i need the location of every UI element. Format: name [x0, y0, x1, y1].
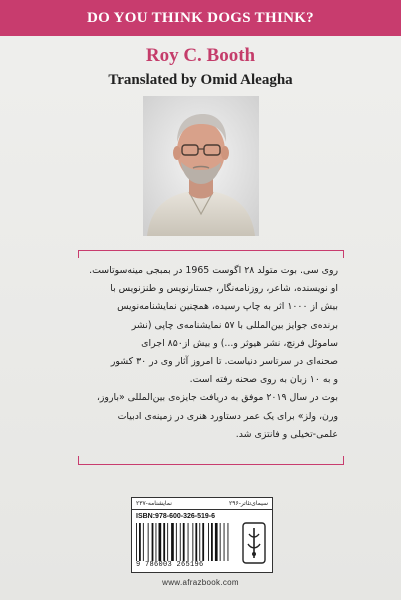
- bio-frame-bottom-rule: [78, 464, 344, 465]
- bio-line: و به ۱۰ زبان به روی صحنه رفته است.: [189, 374, 338, 386]
- bio-line: صحنه‌ای در سرتاسر دنیاست. تا امروز آثار وی در ۳۰ کشور: [110, 356, 338, 368]
- author-biography: [84, 262, 338, 444]
- bio-frame-right-bottom: [343, 456, 344, 465]
- series-label: سیمای‌تئاتر-۲۹۶: [229, 500, 268, 507]
- bio-line: بوت در سال ۲۰۱۹ موفق به دریافت جایزه‌ی بین‌المللی «باروز،: [96, 392, 338, 404]
- barcode-number: 9 786003 265196: [136, 561, 204, 569]
- barcode-icon: [136, 523, 236, 561]
- bio-frame-left-bottom: [78, 456, 79, 465]
- publisher-logo-icon: [242, 522, 266, 564]
- series-title: DO YOU THINK DOGS THINK?: [87, 9, 314, 26]
- bio-line: برنده‌ی جوایز بین‌المللی با ۵۷ نمایشنامه‌ی چاپی (نشر: [131, 319, 338, 331]
- bio-frame-left-top: [78, 250, 79, 258]
- bio-frame-top-rule: [78, 250, 344, 251]
- author-name: Roy C. Booth: [145, 45, 256, 66]
- series-title-banner: [0, 0, 401, 36]
- bio-line: ساموئل فرنچ، نشر هیوثر و...) و بیش از۸۵۰ اجرای: [141, 337, 338, 349]
- isbn-text: ISBN:978-600-326-519-6: [136, 513, 215, 520]
- translator-credit: Translated by Omid Aleagha: [108, 72, 293, 88]
- publisher-website: www.afrazbook.com: [162, 578, 239, 587]
- barcode-block: [131, 497, 273, 573]
- play-label: نمایشنامه-۲۳۷: [136, 500, 172, 507]
- bio-line: ورن، ولز» برای یک عمر دستاورد هنری در زمینه‌ی ادبیات: [117, 410, 338, 422]
- bio-line: بیش از ۱۰۰۰ اثر به چاپ رسیده، همچنین نمایشنامه‌نویس: [117, 301, 338, 313]
- bio-frame-right-top: [343, 250, 344, 258]
- bio-line: او نویسنده، شاعر، روزنامه‌نگار، جستارنویس و طنزنویس با: [110, 283, 338, 295]
- bio-line: روی سی. بوت متولد ۲۸ اگوست 1965 در بمبجی مینه‌سوتاست.: [89, 265, 338, 276]
- author-photo: [143, 96, 259, 236]
- bio-line: علمی-تخیلی و فانتزی شد.: [235, 428, 338, 440]
- catalog-info-row: [132, 498, 272, 510]
